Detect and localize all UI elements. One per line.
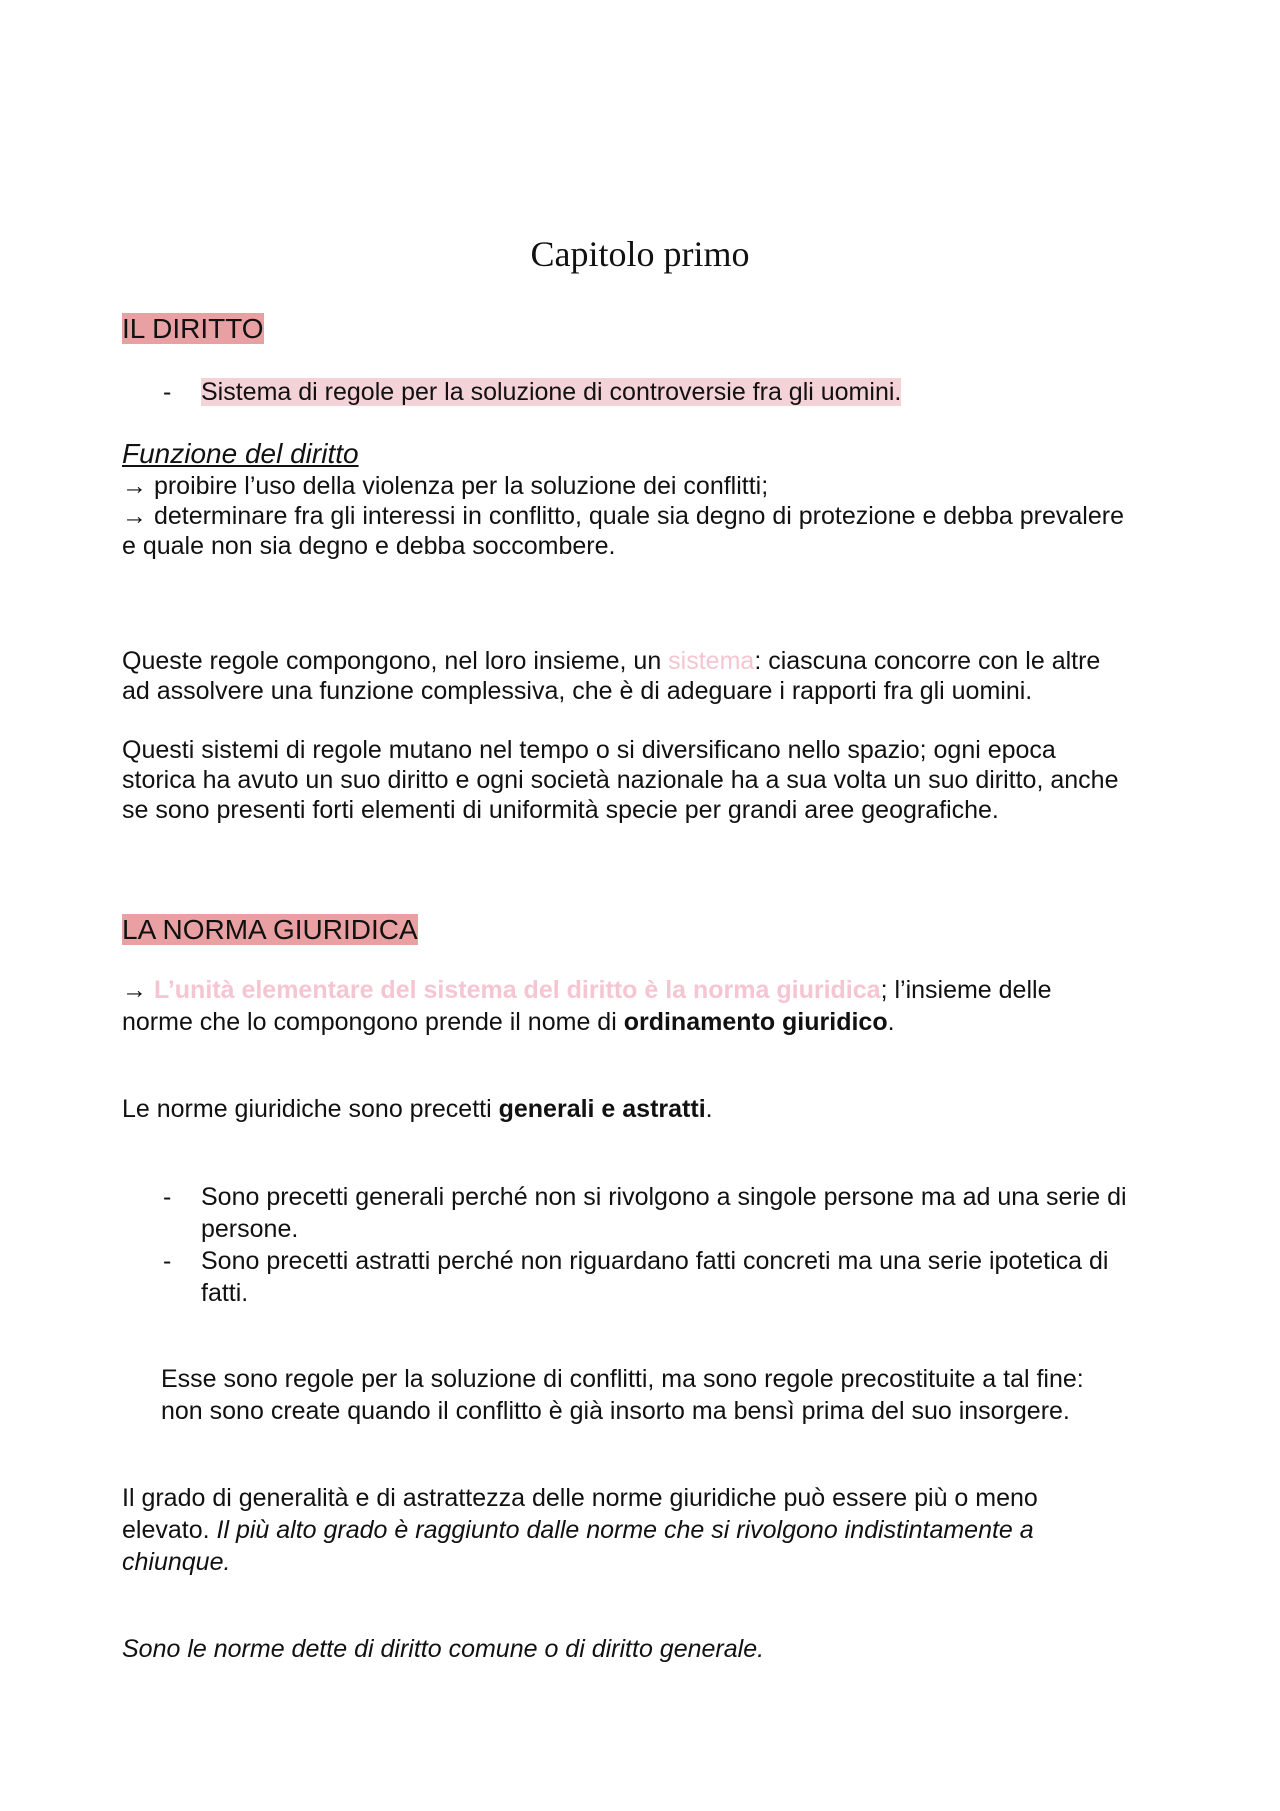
paragraph-mutano-line3: se sono presenti forti elementi di uniformità specie per grandi aree geografiche. — [122, 796, 999, 824]
highlight-sistema: sistema — [668, 647, 755, 675]
final-line: Sono le norme dette di diritto comune o di diritto generale. — [122, 1635, 765, 1663]
paragraph-sistema-line1: Queste regole compongono, nel loro insieme, un sistema: ciascuna concorre con le altre — [122, 647, 1101, 675]
bullet-generali-line1: Sono precetti generali perché non si rivolgono a singole persone ma ad una serie di — [201, 1183, 1127, 1211]
esse-line1: Esse sono regole per la soluzione di conflitti, ma sono regole precostituite a tal fine: — [161, 1365, 1084, 1393]
arrow-icon: → — [122, 502, 147, 530]
arrow-icon: → — [122, 976, 147, 1004]
function-item-2-cont: e quale non sia degno e debba soccombere. — [122, 532, 616, 560]
bullet-marker: - — [163, 378, 172, 406]
bullet-astratti-line2: fatti. — [201, 1279, 249, 1307]
grado-line1: Il grado di generalità e di astrattezza delle norme giuridiche può essere più o meno — [122, 1484, 1038, 1512]
section-heading-norma: LA NORMA GIURIDICA — [122, 914, 418, 945]
lead-line1: → L’unità elementare del sistema del diritto è la norma giuridica; l’insieme delle — [122, 976, 1052, 1004]
subheading-funzione: Funzione del diritto — [122, 438, 359, 469]
grado-line2: elevato. Il più alto grado è raggiunto dalle norme che si rivolgono indistintamente a — [122, 1516, 1034, 1544]
bullet-marker: - — [163, 1183, 172, 1211]
page-title: Capitolo primo — [530, 234, 750, 274]
bullet-astratti-line1: Sono precetti astratti perché non riguardano fatti concreti ma una serie ipotetica di — [201, 1247, 1109, 1275]
paragraph-sistema-line2: ad assolvere una funzione complessiva, che è di adeguare i rapporti fra gli uomini. — [122, 677, 1033, 705]
precetti-line: Le norme giuridiche sono precetti generali e astratti. — [122, 1095, 713, 1123]
function-item-1: → proibire l’uso della violenza per la soluzione dei conflitti; — [122, 472, 769, 500]
bullet-marker: - — [163, 1247, 172, 1275]
function-item-2: → determinare fra gli interessi in conflitto, quale sia degno di protezione e debba prevalere — [122, 502, 1124, 530]
bullet-generali-line2: persone. — [201, 1215, 299, 1243]
lead-line2: norme che lo compongono prende il nome di ordinamento giuridico. — [122, 1008, 895, 1036]
section-heading-diritto: IL DIRITTO — [122, 313, 264, 344]
definition-bullet: Sistema di regole per la soluzione di controversie fra gli uomini. — [201, 378, 902, 406]
grado-line3: chiunque. — [122, 1548, 231, 1576]
paragraph-mutano-line1: Questi sistemi di regole mutano nel tempo o si diversificano nello spazio; ogni epoca — [122, 736, 1056, 764]
esse-line2: non sono create quando il conflitto è già insorto ma bensì prima del suo insorgere. — [161, 1397, 1070, 1425]
highlight-unita: L’unità elementare del sistema del diritto è la norma giuridica — [153, 976, 881, 1004]
paragraph-mutano-line2: storica ha avuto un suo diritto e ogni società nazionale ha a sua volta un suo diritto, anche — [122, 766, 1119, 794]
arrow-icon: → — [122, 472, 147, 500]
